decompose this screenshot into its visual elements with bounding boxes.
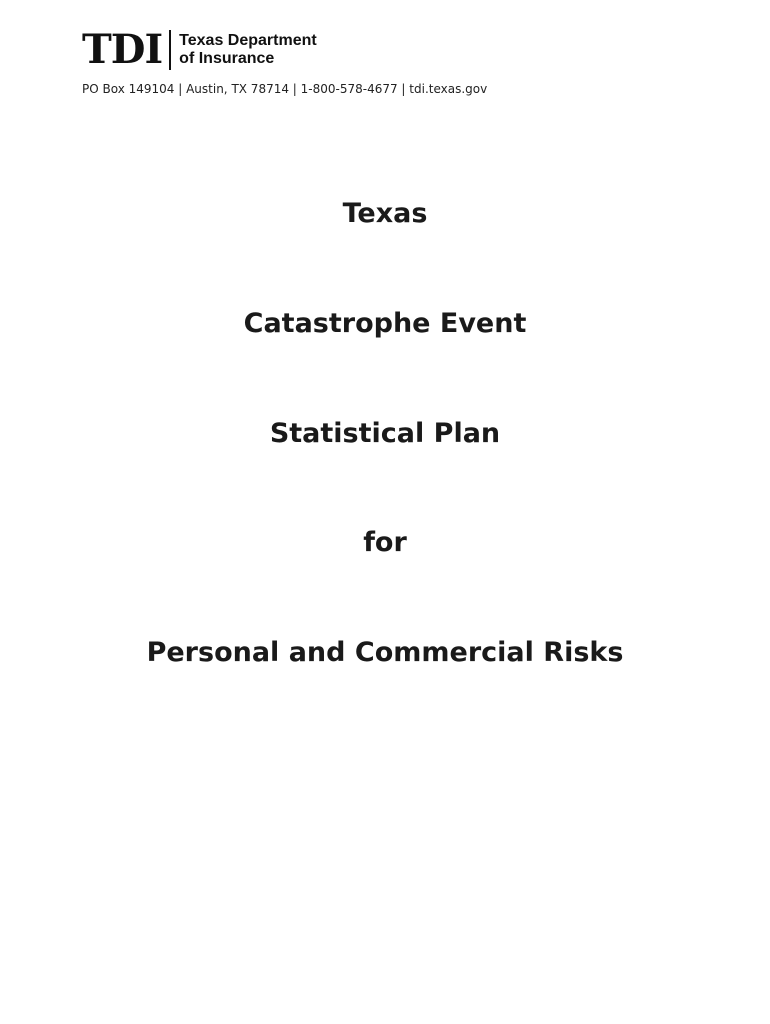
logo-divider [169,30,171,70]
title-line-2: Catastrophe Event [243,308,527,339]
title-line-4: for [363,527,407,558]
logo-org-line-1: Texas Department [179,32,317,49]
tdi-logo [82,28,702,72]
title-line-5: Personal and Commercial Risks [146,637,624,668]
title-line-3: Statistical Plan [269,418,501,449]
logo-org-line-2: of Insurance [179,50,275,67]
logo-mark: TDI [82,26,163,73]
contact-address: PO Box 149104 | Austin, TX 78714 | 1-800-578-4677 | tdi.texas.gov [82,82,488,96]
logo-org-name [179,32,317,68]
title-line-1: Texas [342,198,428,229]
letterhead [82,28,702,96]
